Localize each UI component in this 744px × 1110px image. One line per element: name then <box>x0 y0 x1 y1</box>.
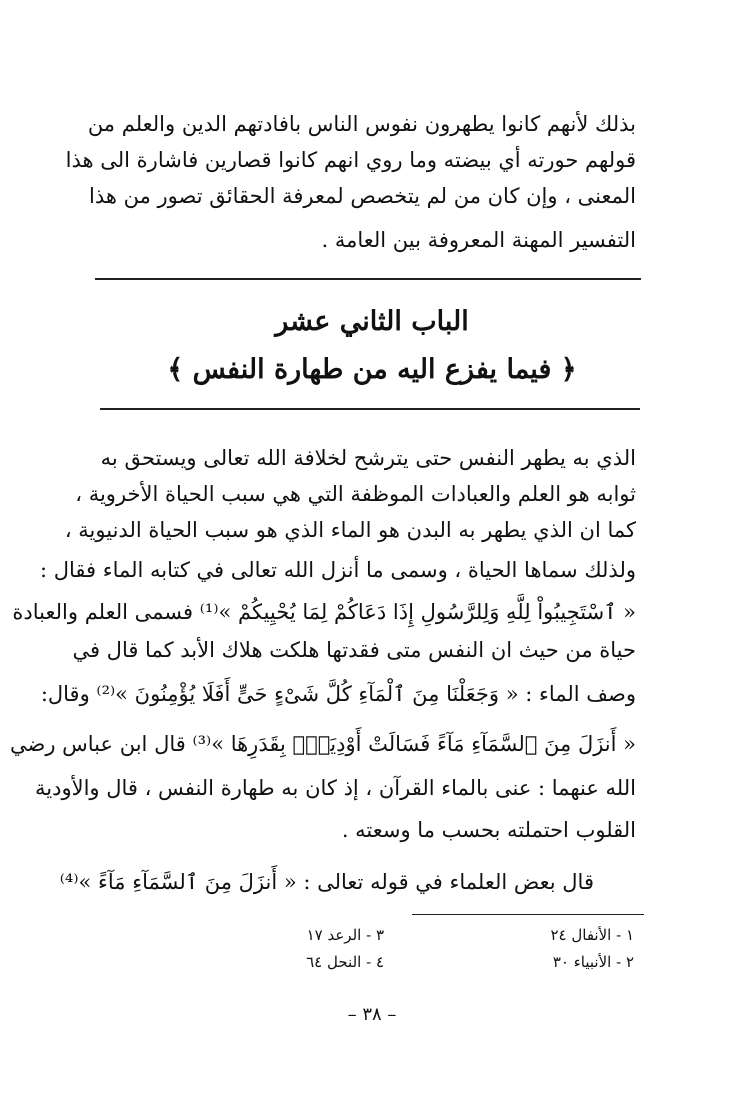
intro-line-4: التفسير المهنة المعروفة بين العامة . <box>321 228 636 252</box>
intro-line-2: قولهم حورته أي بيضته وما روي انهم كانوا قصارين فاشارة الى هذا <box>65 148 636 172</box>
body-line-8: « أَنزَلَ مِنَ ٱلسَّمَآءِ مَآءً فَسَالَتْ أَوْدِيَةٌۢ بِقَدَرِهَا »⁽³⁾ قال ابن عباس رضي <box>10 732 636 756</box>
bottom-divider <box>100 408 640 410</box>
chapter-title: الباب الثاني عشر <box>275 306 469 337</box>
body-line-2: ثوابه هو العلم والعبادات الموظفة التي هي سبب الحياة الأخروية ، <box>75 482 636 506</box>
body-line-7: وصف الماء : « وَجَعَلْنَا مِنَ ٱلْمَآءِ كُلَّ شَىْءٍ حَىٍّ أَفَلَا يُؤْمِنُونَ »⁽²⁾ وقال: <box>40 682 636 706</box>
body-line-10: القلوب احتملته بحسب ما وسعته . <box>341 818 636 842</box>
page-number: – ٣٨ – <box>347 1004 397 1025</box>
body-line-4: ولذلك سماها الحياة ، وسمى ما أنزل الله تعالى في كتابه الماء فقال : <box>39 558 636 582</box>
intro-line-1: بذلك لأنهم كانوا يطهرون نفوس الناس بافادتهم الدين والعلم من <box>87 112 636 136</box>
body-last-line: قال بعض العلماء في قوله تعالى : « أَنزَلَ مِنَ ٱلسَّمَآءِ مَآءً »⁽⁴⁾ <box>59 870 594 894</box>
intro-line-3: المعنى ، وإن كان من لم يتخصص لمعرفة الحقائق تصور من هذا <box>89 184 636 208</box>
footnote-3: ٣ - الرعد ١٧ <box>306 926 384 944</box>
chapter-subtitle: ﴿ فيما يفزع اليه من طهارة النفس ﴾ <box>167 354 577 385</box>
body-line-6: حياة من حيث ان النفس متى فقدتها هلكت هلاك الأبد كما قال في <box>72 638 636 662</box>
body-line-5: « ٱسْتَجِيبُواْ لِلَّهِ وَلِلرَّسُولِ إِذَا دَعَاكُمْ لِمَا يُحْيِيكُمْ »⁽¹⁾ فسمى العلم والعبادة <box>12 600 636 624</box>
footnote-4: ٤ - النحل ٦٤ <box>306 953 384 971</box>
footnote-divider <box>412 914 644 915</box>
footnote-2: ٢ - الأنبياء ٣٠ <box>552 953 634 971</box>
body-line-9: الله عنهما : عنى بالماء القرآن ، إذ كان به طهارة النفس ، قال والأودية <box>35 776 636 800</box>
body-line-3: كما ان الذي يطهر به البدن هو الماء الذي هو سبب الحياة الدنيوية ، <box>64 518 636 542</box>
footnote-1: ١ - الأنفال ٢٤ <box>550 926 634 944</box>
body-line-1: الذي به يطهر النفس حتى يترشح لخلافة الله تعالى ويستحق به <box>100 446 636 470</box>
top-divider <box>95 278 641 280</box>
